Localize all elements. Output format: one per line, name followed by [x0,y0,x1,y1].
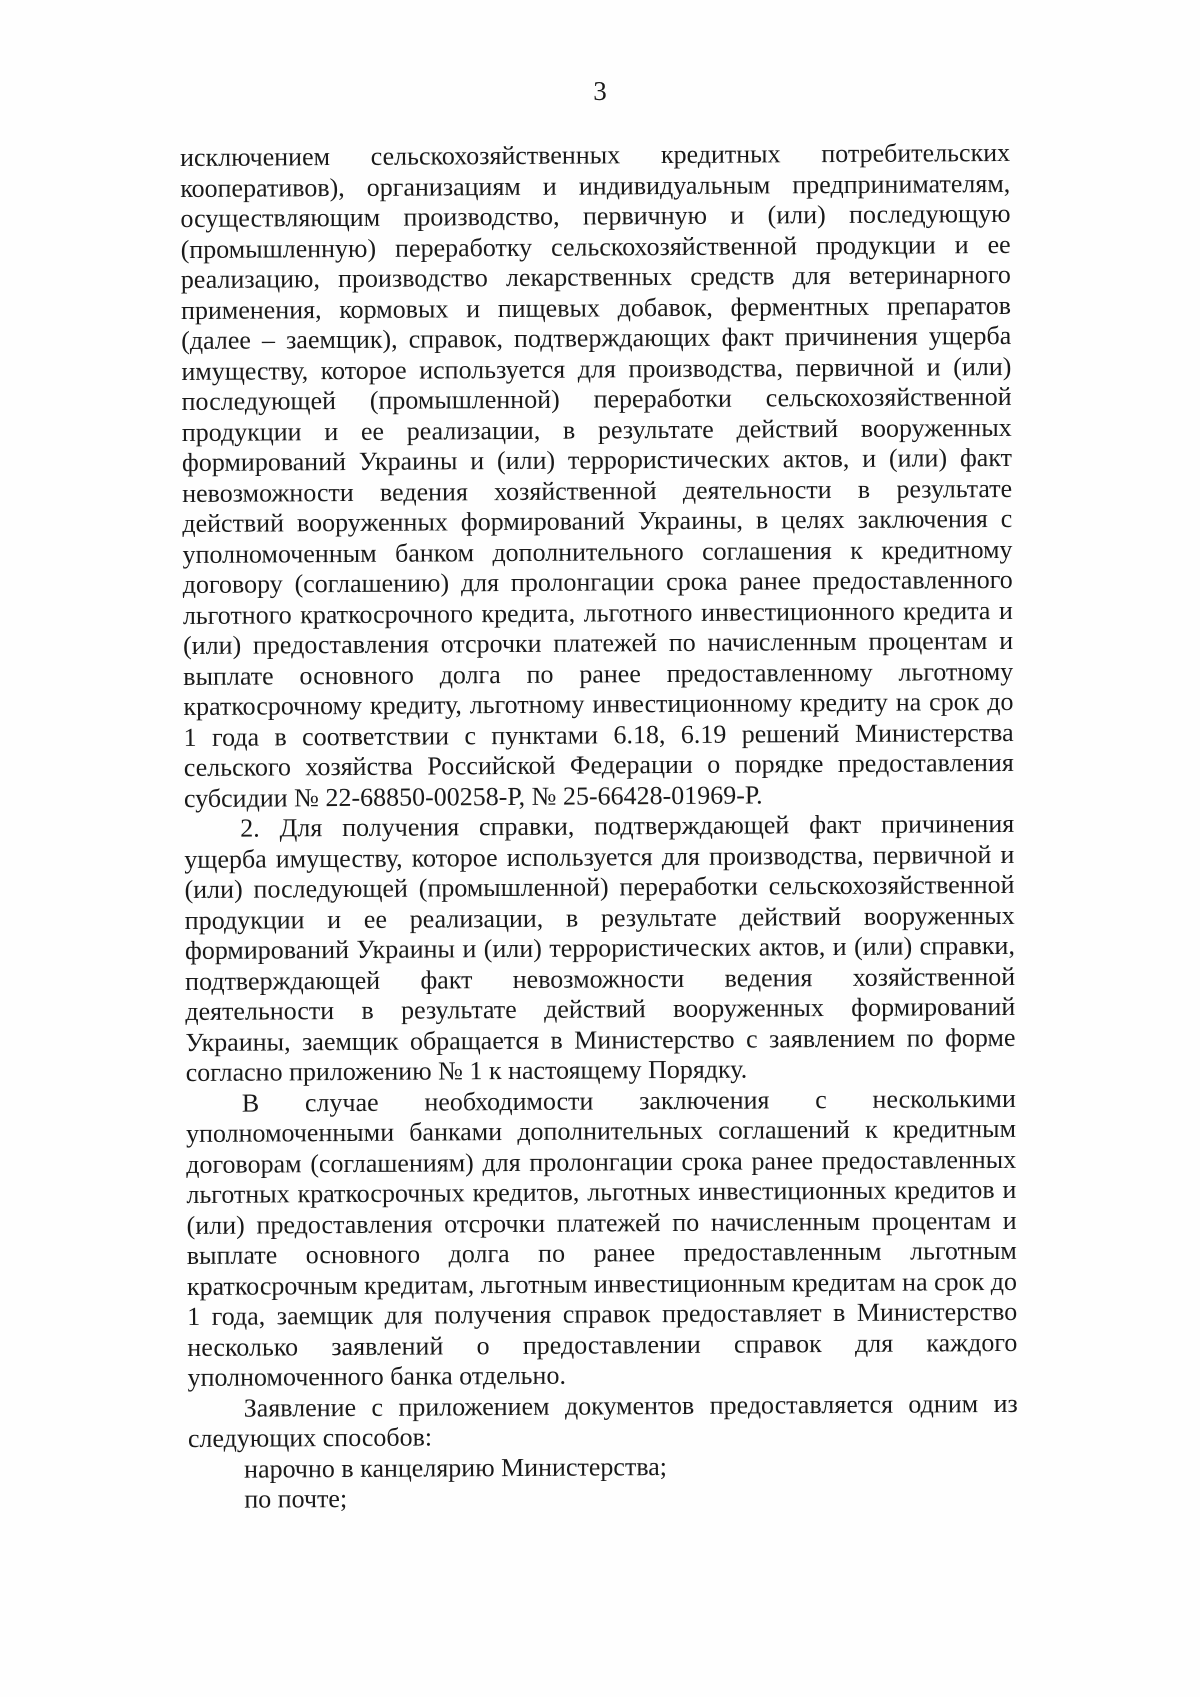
paragraph-multiple-banks: В случае необходимости заключения с несколькими уполномоченными банками дополнительных соглашений к кредитным договорам (соглашениям) для пролонгации срока ранее предоставленных льготных краткосрочных кредитов, льготных инвестиционных кредитов и (или) предоставления отсрочки платежей по начисленным процентам и выплате основного долга по ранее предоставленным льготным краткосрочным кредитам, льготным инвестиционным кредитам на срок до 1 года, заемщик для получения справок предоставляет в Министерство несколько заявлений о предоставлении справок для каждого уполномоченного банка отдельно. [185,1083,1018,1392]
paragraph-item-2: 2. Для получения справки, подтверждающей факт причинения ущерба имуществу, которое используется для производства, первичной и (или) последующей (промышленной) переработки сельскохозяйственной продукции и ее реализации, в результате действий вооруженных формирований Украины и (или) террористических актов, и (или) справки, подтверждающей факт невозможности ведения хозяйственной деятельности в результате действий вооруженных формирований Украины, заемщик обращается в Министерство с заявлением по форме согласно приложению № 1 к настоящему Порядку. [184,808,1016,1087]
paragraph-submission-methods: Заявление с приложением документов предоставляется одним из следующих способов: [187,1388,1018,1453]
list-item-by-mail: по почте; [244,1484,348,1514]
page-number: 3 [593,76,607,106]
list-item-in-person: нарочно в канцелярию Министерства; [244,1451,668,1484]
paragraph-continuation: исключением сельскохозяйственных кредитных потребительских кооперативов), организациям и индивидуальным предпринимателям, осуществляющим производство, первичную и (или) последующую (промышленную) переработку сельскохозяйственной продукции и ее реализацию, производство лекарственных средств для ветеринарного применения, кормовых и пищевых добавок, ферментных препаратов (далее – заемщик), справок, подтверждающих факт причинения ущерба имуществу, которое используется для производства, первичной и (или) последующей (промышленной) переработки сельскохозяйственной продукции и ее реализации, в результате действий вооруженных формирований Украины и (или) террористических актов, и (или) факт невозможности ведения хозяйственной деятельности в результате действий вооруженных формирований Украины, в целях заключения с уполномоченным банком дополнительного соглашения к кредитному договору (соглашению) для пролонгации срока ранее предоставленного льготного краткосрочного кредита, льготного инвестиционного кредита и (или) предоставления отсрочки платежей по начисленным процентам и выплате основного долга по ранее предоставленному льготному краткосрочному кредиту, льготному инвестиционному кредиту на срок до 1 года в соответствии с пунктами 6.18, 6.19 решений Министерства сельского хозяйства Российской Федерации о порядке предоставления субсидии № 22-68850-00258-Р, № 25-66428-01969-Р. [180,137,1014,813]
document-body [180,138,1018,1516]
